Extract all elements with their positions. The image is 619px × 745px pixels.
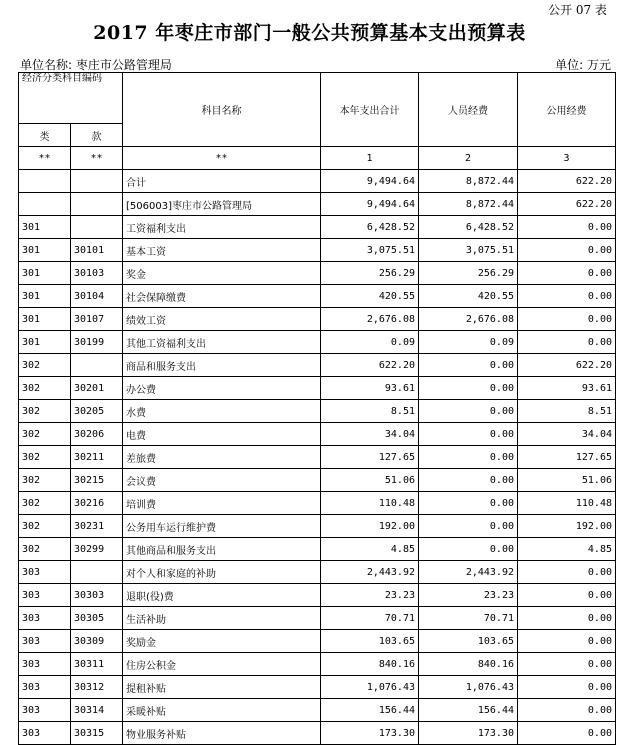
kuan-cell: 30216 (71, 492, 123, 515)
table-row (19, 538, 616, 561)
kuan-cell: 30305 (71, 607, 123, 630)
table-row (19, 400, 616, 423)
subject-name-cell: 水费 (123, 400, 321, 423)
subject-name-cell: 物业服务补贴 (123, 722, 321, 745)
public-cell: 622.20 (518, 193, 616, 216)
personnel-cell: 420.55 (419, 285, 518, 308)
subject-name-cell: [506003]枣庄市公路管理局 (123, 193, 321, 216)
personnel-cell: 156.44 (419, 699, 518, 722)
public-cell: 34.04 (518, 423, 616, 446)
lei-cell: 303 (19, 676, 71, 699)
total-cell: 1,076.43 (321, 676, 419, 699)
subject-name-cell: 奖金 (123, 262, 321, 285)
subject-name-cell: 合计 (123, 170, 321, 193)
kuan-cell: 30211 (71, 446, 123, 469)
subject-name-cell: 提租补贴 (123, 676, 321, 699)
subject-name-cell: 社会保障缴费 (123, 285, 321, 308)
total-cell: 256.29 (321, 262, 419, 285)
total-cell: 8.51 (321, 400, 419, 423)
public-cell: 93.61 (518, 377, 616, 400)
total-cell: 9,494.64 (321, 170, 419, 193)
table-row (19, 561, 616, 584)
subject-name-cell: 培训费 (123, 492, 321, 515)
total-cell: 6,428.52 (321, 216, 419, 239)
lei-cell: 303 (19, 722, 71, 745)
personnel-cell: 6,428.52 (419, 216, 518, 239)
lei-cell (19, 193, 71, 216)
table-row (19, 239, 616, 262)
total-cell: 70.71 (321, 607, 419, 630)
table-row (19, 630, 616, 653)
kuan-cell: 30205 (71, 400, 123, 423)
subject-name-cell: 工资福利支出 (123, 216, 321, 239)
kuan-cell: 30199 (71, 331, 123, 354)
table-row (19, 262, 616, 285)
subject-name-cell: 会议费 (123, 469, 321, 492)
kuan-cell: 30299 (71, 538, 123, 561)
header-lei: 类 (19, 124, 71, 147)
total-cell: 3,075.51 (321, 239, 419, 262)
kuan-cell (71, 193, 123, 216)
public-cell: 0.00 (518, 331, 616, 354)
lei-cell: 303 (19, 630, 71, 653)
personnel-cell: 840.16 (419, 653, 518, 676)
index-cell: 2 (419, 147, 518, 170)
header-kuan: 款 (71, 124, 123, 147)
public-cell: 0.00 (518, 653, 616, 676)
public-cell: 0.00 (518, 676, 616, 699)
subject-name-cell: 采暖补贴 (123, 699, 321, 722)
public-cell: 127.65 (518, 446, 616, 469)
personnel-cell: 0.00 (419, 377, 518, 400)
header-subject-name: 科目名称 (123, 73, 321, 147)
lei-cell: 302 (19, 446, 71, 469)
public-cell: 8.51 (518, 400, 616, 423)
personnel-cell: 3,075.51 (419, 239, 518, 262)
personnel-cell: 1,076.43 (419, 676, 518, 699)
table-row (19, 469, 616, 492)
total-cell: 34.04 (321, 423, 419, 446)
total-cell: 840.16 (321, 653, 419, 676)
subject-name-cell: 商品和服务支出 (123, 354, 321, 377)
personnel-cell: 103.65 (419, 630, 518, 653)
table-row (19, 423, 616, 446)
total-cell: 51.06 (321, 469, 419, 492)
lei-cell (19, 170, 71, 193)
personnel-cell: 2,676.08 (419, 308, 518, 331)
subject-name-cell: 绩效工资 (123, 308, 321, 331)
personnel-cell: 0.00 (419, 446, 518, 469)
table-row (19, 515, 616, 538)
header-category-code: 经济分类科目编码 (19, 73, 123, 124)
index-cell: ** (71, 147, 123, 170)
kuan-cell: 30101 (71, 239, 123, 262)
public-cell: 0.00 (518, 584, 616, 607)
page-code: 公开 07 表 (548, 3, 607, 17)
public-cell: 0.00 (518, 630, 616, 653)
personnel-cell: 0.00 (419, 423, 518, 446)
index-cell: ** (123, 147, 321, 170)
subject-name-cell: 其他工资福利支出 (123, 331, 321, 354)
table-row (19, 653, 616, 676)
kuan-cell: 30231 (71, 515, 123, 538)
public-cell: 0.00 (518, 561, 616, 584)
public-cell: 4.85 (518, 538, 616, 561)
public-cell: 0.00 (518, 607, 616, 630)
unit-name: 单位名称: 枣庄市公路管理局 (20, 58, 172, 72)
kuan-cell: 30315 (71, 722, 123, 745)
personnel-cell: 8,872.44 (419, 193, 518, 216)
public-cell: 622.20 (518, 170, 616, 193)
header-personnel: 人员经费 (419, 73, 518, 147)
kuan-cell (71, 561, 123, 584)
lei-cell: 303 (19, 699, 71, 722)
kuan-cell: 30215 (71, 469, 123, 492)
lei-cell: 302 (19, 469, 71, 492)
subject-name-cell: 电费 (123, 423, 321, 446)
subject-name-cell: 对个人和家庭的补助 (123, 561, 321, 584)
lei-cell: 301 (19, 262, 71, 285)
lei-cell: 302 (19, 400, 71, 423)
lei-cell: 301 (19, 308, 71, 331)
lei-cell: 302 (19, 515, 71, 538)
total-cell: 2,676.08 (321, 308, 419, 331)
index-cell: 3 (518, 147, 616, 170)
unit-info-row (18, 54, 614, 73)
total-cell: 622.20 (321, 354, 419, 377)
total-cell: 9,494.64 (321, 193, 419, 216)
kuan-cell (71, 216, 123, 239)
total-cell: 23.23 (321, 584, 419, 607)
kuan-cell: 30312 (71, 676, 123, 699)
table-row (19, 699, 616, 722)
lei-cell: 302 (19, 538, 71, 561)
personnel-cell: 2,443.92 (419, 561, 518, 584)
kuan-cell: 30206 (71, 423, 123, 446)
index-cell: ** (19, 147, 71, 170)
kuan-cell: 30311 (71, 653, 123, 676)
total-cell: 0.09 (321, 331, 419, 354)
kuan-cell (71, 170, 123, 193)
total-cell: 103.65 (321, 630, 419, 653)
public-cell: 0.00 (518, 699, 616, 722)
kuan-cell (71, 354, 123, 377)
kuan-cell: 30201 (71, 377, 123, 400)
personnel-cell: 0.00 (419, 469, 518, 492)
total-cell: 156.44 (321, 699, 419, 722)
public-cell: 0.00 (518, 308, 616, 331)
personnel-cell: 0.09 (419, 331, 518, 354)
lei-cell: 301 (19, 216, 71, 239)
table-row (19, 285, 616, 308)
personnel-cell: 8,872.44 (419, 170, 518, 193)
table-row (19, 193, 616, 216)
subject-name-cell: 公务用车运行维护费 (123, 515, 321, 538)
index-cell: 1 (321, 147, 419, 170)
total-cell: 420.55 (321, 285, 419, 308)
lei-cell: 302 (19, 423, 71, 446)
lei-cell: 303 (19, 584, 71, 607)
subject-name-cell: 退职(役)费 (123, 584, 321, 607)
kuan-cell: 30103 (71, 262, 123, 285)
public-cell: 0.00 (518, 216, 616, 239)
subject-name-cell: 差旅费 (123, 446, 321, 469)
public-cell: 0.00 (518, 262, 616, 285)
subject-name-cell: 住房公积金 (123, 653, 321, 676)
header-total: 本年支出合计 (321, 73, 419, 147)
subject-name-cell: 其他商品和服务支出 (123, 538, 321, 561)
header-public: 公用经费 (518, 73, 616, 147)
public-cell: 192.00 (518, 515, 616, 538)
index-row (19, 147, 616, 170)
public-cell: 0.00 (518, 722, 616, 745)
kuan-cell: 30309 (71, 630, 123, 653)
personnel-cell: 0.00 (419, 492, 518, 515)
page-title: 2017 年枣庄市部门一般公共预算基本支出预算表 (93, 22, 526, 44)
table-row (19, 216, 616, 239)
total-cell: 93.61 (321, 377, 419, 400)
subject-name-cell: 基本工资 (123, 239, 321, 262)
lei-cell: 302 (19, 377, 71, 400)
kuan-cell: 30104 (71, 285, 123, 308)
lei-cell: 301 (19, 285, 71, 308)
table-row (19, 676, 616, 699)
public-cell: 622.20 (518, 354, 616, 377)
public-cell: 0.00 (518, 239, 616, 262)
table-row (19, 354, 616, 377)
total-cell: 2,443.92 (321, 561, 419, 584)
subject-name-cell: 生活补助 (123, 607, 321, 630)
table-row (19, 308, 616, 331)
table-row (19, 377, 616, 400)
personnel-cell: 0.00 (419, 400, 518, 423)
personnel-cell: 0.00 (419, 515, 518, 538)
lei-cell: 303 (19, 607, 71, 630)
personnel-cell: 23.23 (419, 584, 518, 607)
kuan-cell: 30107 (71, 308, 123, 331)
kuan-cell: 30314 (71, 699, 123, 722)
lei-cell: 303 (19, 653, 71, 676)
lei-cell: 302 (19, 354, 71, 377)
table-row (19, 607, 616, 630)
budget-table (18, 72, 616, 745)
lei-cell: 302 (19, 492, 71, 515)
personnel-cell: 173.30 (419, 722, 518, 745)
personnel-cell: 256.29 (419, 262, 518, 285)
kuan-cell: 30303 (71, 584, 123, 607)
table-row (19, 722, 616, 745)
subject-name-cell: 奖励金 (123, 630, 321, 653)
personnel-cell: 0.00 (419, 354, 518, 377)
personnel-cell: 0.00 (419, 538, 518, 561)
lei-cell: 301 (19, 331, 71, 354)
total-cell: 110.48 (321, 492, 419, 515)
table-row (19, 170, 616, 193)
total-cell: 127.65 (321, 446, 419, 469)
table-row (19, 331, 616, 354)
table-row (19, 584, 616, 607)
lei-cell: 301 (19, 239, 71, 262)
total-cell: 173.30 (321, 722, 419, 745)
table-body (19, 170, 616, 745)
total-cell: 192.00 (321, 515, 419, 538)
total-cell: 4.85 (321, 538, 419, 561)
subject-name-cell: 办公费 (123, 377, 321, 400)
public-cell: 110.48 (518, 492, 616, 515)
personnel-cell: 70.71 (419, 607, 518, 630)
table-row (19, 492, 616, 515)
public-cell: 0.00 (518, 285, 616, 308)
public-cell: 51.06 (518, 469, 616, 492)
table-row (19, 446, 616, 469)
lei-cell: 303 (19, 561, 71, 584)
money-unit: 单位: 万元 (555, 58, 611, 72)
